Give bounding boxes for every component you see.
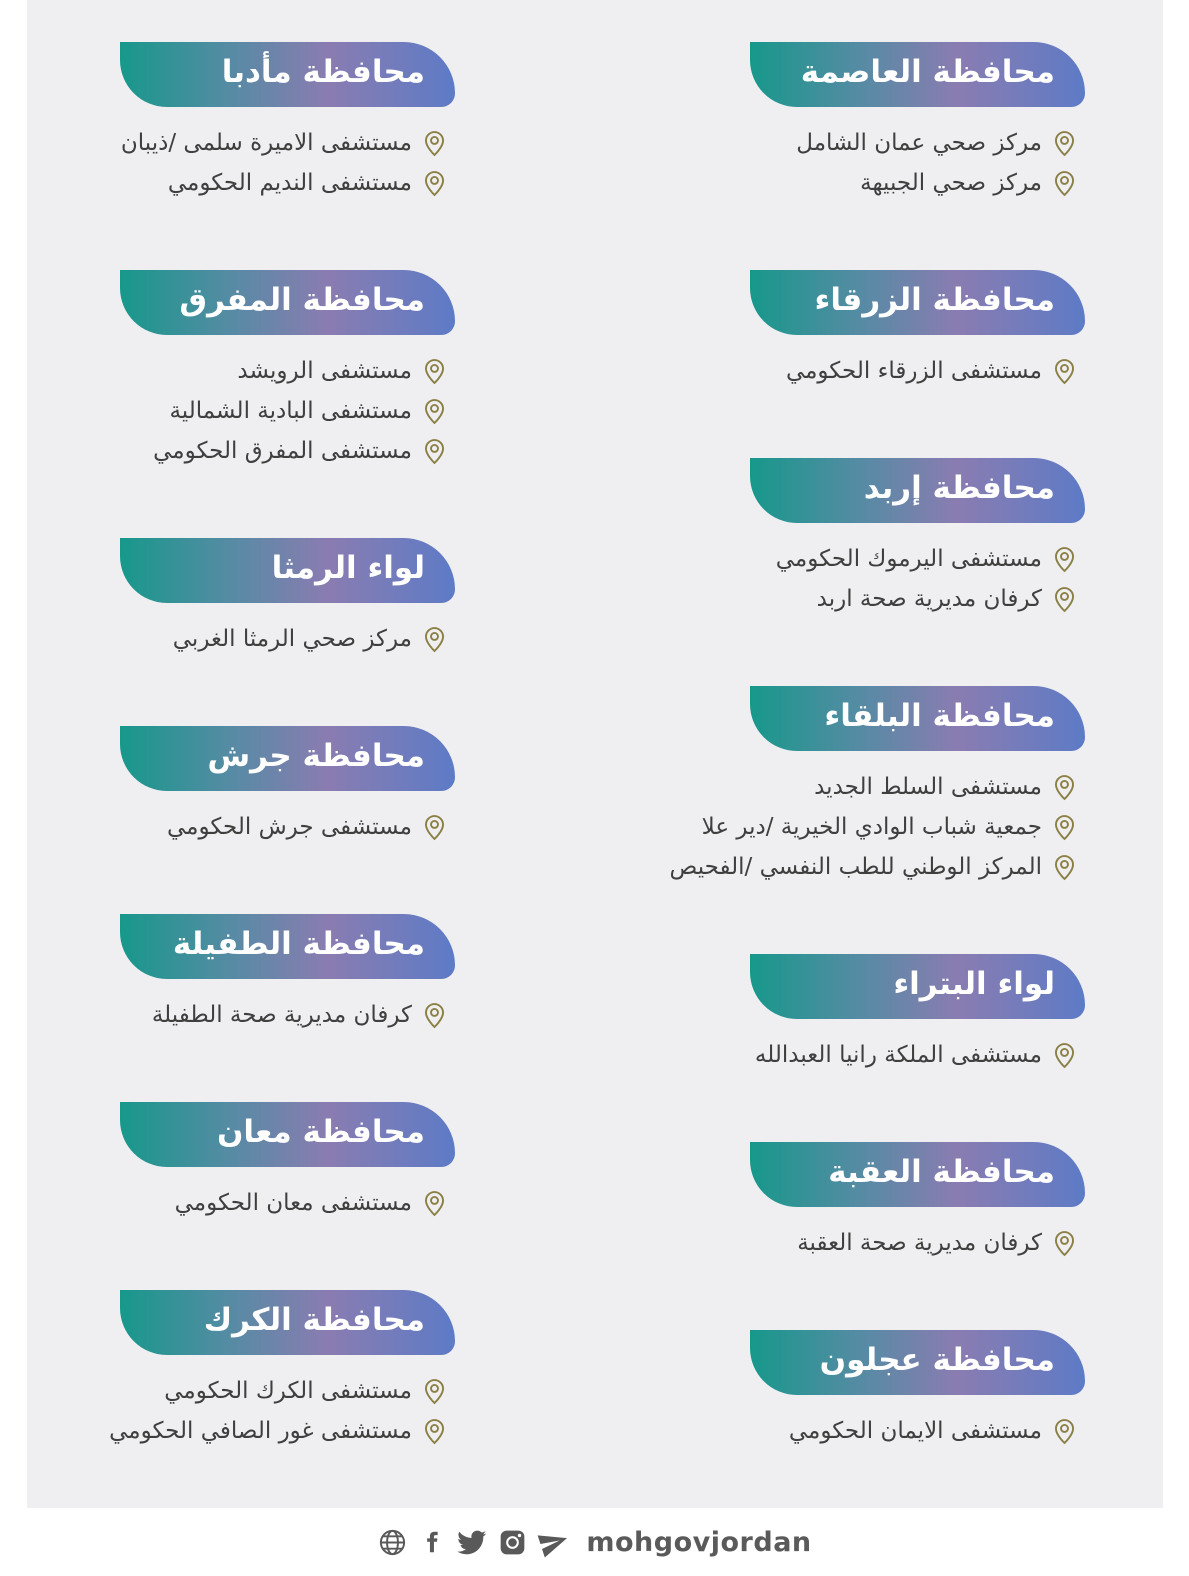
facility-list: [750, 1411, 1078, 1451]
facility-name: كرفان مديرية صحة العقبة: [797, 1230, 1042, 1256]
column-right: [669, 42, 1085, 1518]
governorate-banner: [750, 42, 1085, 107]
location-pin-icon: [421, 398, 448, 425]
globe-icon[interactable]: [377, 1527, 408, 1558]
location-pin-icon: [1051, 586, 1078, 613]
governorate-title: محافظة الطفيلة: [172, 925, 425, 962]
governorate-title: محافظة العاصمة: [800, 53, 1055, 90]
governorate-title: محافظة إربد: [863, 469, 1055, 506]
governorate-banner: [120, 914, 455, 979]
facility-list: [120, 123, 448, 203]
facility-list: [120, 1183, 448, 1223]
location-pin-icon: [421, 1418, 448, 1445]
location-pin-icon: [421, 1002, 448, 1029]
governorate-title: محافظة البلقاء: [824, 697, 1055, 734]
location-pin-icon: [1051, 854, 1078, 881]
facility-name: مستشفى الرويشد: [237, 358, 412, 384]
facility-name: مستشفى السلط الجديد: [814, 774, 1042, 800]
location-pin-icon: [1051, 1042, 1078, 1069]
facility-item: [120, 1183, 448, 1223]
footer: [0, 1508, 1189, 1576]
governorate-title: محافظة الكرك: [203, 1301, 425, 1338]
facility-name: مستشفى معان الحكومي: [174, 1190, 412, 1216]
facility-name: مستشفى الاميرة سلمى /ذيبان: [120, 130, 412, 156]
location-pin-icon: [1051, 1418, 1078, 1445]
facility-name: مركز صحي عمان الشامل: [796, 130, 1042, 156]
facility-list: [669, 767, 1078, 887]
governorate-title: لواء البتراء: [893, 965, 1055, 1002]
facility-name: مستشفى الملكة رانيا العبدالله: [754, 1042, 1042, 1068]
location-pin-icon: [421, 170, 448, 197]
location-pin-icon: [1051, 774, 1078, 801]
facility-item: [120, 807, 448, 847]
governorate-section: [750, 458, 1085, 619]
location-pin-icon: [1051, 130, 1078, 157]
facility-item: [120, 123, 448, 163]
governorate-banner: [750, 458, 1085, 523]
facility-list: [120, 995, 448, 1035]
facility-name: جمعية شباب الوادي الخيرية /دير علا: [701, 814, 1042, 840]
facility-list: [750, 539, 1078, 619]
facility-item: [120, 1371, 448, 1411]
governorate-title: محافظة المفرق: [179, 281, 425, 318]
location-pin-icon: [1051, 814, 1078, 841]
governorate-title: محافظة جرش: [207, 737, 425, 774]
location-pin-icon: [1051, 546, 1078, 573]
facility-list: [750, 1035, 1078, 1075]
governorate-section: [109, 1290, 455, 1451]
column-left: [109, 42, 455, 1518]
facility-item: [750, 767, 1078, 807]
facility-item: [750, 351, 1078, 391]
facility-name: كرفان مديرية صحة الطفيلة: [151, 1002, 412, 1028]
facility-name: مستشفى المفرق الحكومي: [153, 438, 412, 464]
facility-list: [120, 619, 448, 659]
governorate-banner: [750, 1142, 1085, 1207]
facility-list: [120, 807, 448, 847]
facebook-icon[interactable]: [419, 1529, 445, 1555]
governorate-section: [120, 270, 455, 471]
facility-item: [750, 1035, 1078, 1075]
facility-list: [750, 1223, 1078, 1263]
facility-item: [750, 1411, 1078, 1451]
telegram-icon[interactable]: [538, 1527, 569, 1558]
facility-name: مركز صحي الرمثا الغربي: [172, 626, 412, 652]
facility-list: [109, 1371, 448, 1451]
governorate-section: [120, 42, 455, 203]
facility-name: مستشفى البادية الشمالية: [169, 398, 412, 424]
governorate-banner: [750, 954, 1085, 1019]
governorate-banner: [120, 1102, 455, 1167]
governorate-banner: [120, 270, 455, 335]
social-handle[interactable]: mohgovjordan: [586, 1526, 812, 1558]
governorate-banner: [750, 686, 1085, 751]
facility-name: مستشفى جرش الحكومي: [166, 814, 412, 840]
facility-name: مستشفى النديم الحكومي: [167, 170, 412, 196]
facility-item: [750, 1223, 1078, 1263]
governorate-section: [750, 1330, 1085, 1451]
facility-item: [120, 391, 448, 431]
location-pin-icon: [1051, 170, 1078, 197]
governorate-title: محافظة الزرقاء: [814, 281, 1055, 318]
location-pin-icon: [1051, 1230, 1078, 1257]
facility-item: [120, 431, 448, 471]
facility-name: مستشفى الايمان الحكومي: [788, 1418, 1042, 1444]
governorate-title: محافظة عجلون: [819, 1341, 1055, 1378]
location-pin-icon: [421, 814, 448, 841]
governorate-section: [750, 270, 1085, 391]
governorate-banner: [120, 538, 455, 603]
location-pin-icon: [421, 626, 448, 653]
facility-item: [701, 807, 1078, 847]
twitter-icon[interactable]: [456, 1527, 487, 1558]
governorate-title: محافظة مأدبا: [221, 53, 425, 90]
facility-item: [669, 847, 1078, 887]
governorate-banner: [750, 270, 1085, 335]
governorate-section: [120, 726, 455, 847]
governorate-title: محافظة معان: [216, 1113, 425, 1150]
governorate-banner: [120, 1290, 455, 1355]
location-pin-icon: [421, 358, 448, 385]
facility-item: [109, 1411, 448, 1451]
location-pin-icon: [421, 438, 448, 465]
governorate-section: [750, 1142, 1085, 1263]
facility-item: [120, 163, 448, 203]
facility-item: [750, 123, 1078, 163]
facility-name: المركز الوطني للطب النفسي /الفحيص: [669, 854, 1042, 880]
facility-list: [750, 351, 1078, 391]
location-pin-icon: [1051, 358, 1078, 385]
governorate-title: لواء الرمثا: [271, 549, 425, 586]
governorate-banner: [120, 726, 455, 791]
facility-list: [750, 123, 1078, 203]
location-pin-icon: [421, 130, 448, 157]
governorate-banner: [750, 1330, 1085, 1395]
governorate-section: [120, 914, 455, 1035]
facility-name: مركز صحي الجبيهة: [860, 170, 1042, 196]
facility-item: [750, 579, 1078, 619]
governorate-section: [750, 42, 1085, 203]
facility-item: [750, 163, 1078, 203]
facility-name: كرفان مديرية صحة اربد: [816, 586, 1042, 612]
facility-item: [120, 619, 448, 659]
facility-item: [120, 995, 448, 1035]
facility-item: [120, 351, 448, 391]
governorate-title: محافظة العقبة: [828, 1153, 1055, 1190]
instagram-icon[interactable]: [498, 1528, 527, 1557]
facility-name: مستشفى الكرك الحكومي: [164, 1378, 412, 1404]
governorate-section: [120, 1102, 455, 1223]
governorate-section: [120, 538, 455, 659]
governorate-banner: [120, 42, 455, 107]
governorate-section: [750, 954, 1085, 1075]
facility-name: مستشفى الزرقاء الحكومي: [785, 358, 1042, 384]
facility-item: [750, 539, 1078, 579]
governorate-section: [669, 686, 1085, 887]
facility-list: [120, 351, 448, 471]
facility-name: مستشفى اليرموك الحكومي: [775, 546, 1042, 572]
location-pin-icon: [421, 1378, 448, 1405]
facility-name: مستشفى غور الصافي الحكومي: [109, 1418, 412, 1444]
location-pin-icon: [421, 1190, 448, 1217]
